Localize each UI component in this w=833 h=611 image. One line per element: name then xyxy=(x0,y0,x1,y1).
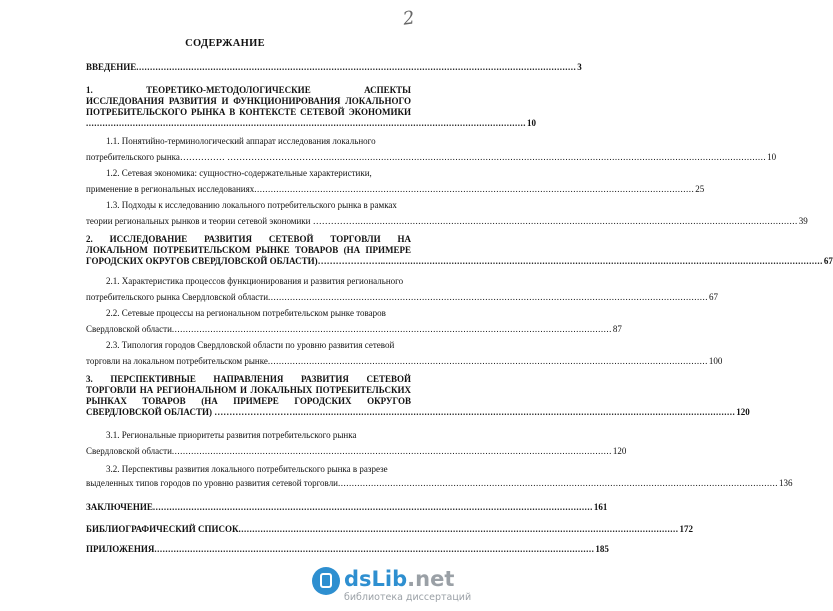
toc-section-line: 2.1. Характеристика процессов функционирования и развития регионального xyxy=(106,276,404,286)
handwritten-page-number: 2 xyxy=(401,7,416,30)
toc-page: 67 xyxy=(823,256,833,266)
toc-page: 25 xyxy=(695,184,705,194)
toc-page: 10 xyxy=(767,152,777,162)
toc-label: ЗАКЛЮЧЕНИЕ xyxy=(86,502,153,512)
toc-chapter-line: ПОТРЕБИТЕЛЬСКОГО РЫНКА В КОНТЕКСТЕ СЕТЕВОЙ ЭКОНОМИКИ xyxy=(86,107,411,117)
watermark-subtitle: библиотека диссертаций xyxy=(344,592,472,603)
page-title: СОДЕРЖАНИЕ xyxy=(185,38,265,49)
toc-chapter-line: 1. ТЕОРЕТИКО-МЕТОДОЛОГИЧЕСКИЕ АСПЕКТЫ xyxy=(86,85,411,95)
toc-section-leader xyxy=(86,216,808,226)
toc-label: потребительского рынка Свердловской области xyxy=(86,292,269,302)
toc-page: 120 xyxy=(612,446,627,456)
leader-dots xyxy=(136,62,576,72)
toc-section-line: 1.1. Понятийно-терминологический аппарат исследования локального xyxy=(106,136,376,146)
toc-chapter-line: ИССЛЕДОВАНИЯ РАЗВИТИЯ И ФУНКЦИОНИРОВАНИЯ ЛОКАЛЬНОГО xyxy=(86,96,411,106)
toc-page: 136 xyxy=(779,478,793,488)
leader-dots xyxy=(86,118,526,128)
toc-chapter-line: ТОРГОВЛИ НА РЕГИОНАЛЬНОМ И ЛОКАЛЬНЫХ ПОТРЕБИТЕЛЬСКИХ xyxy=(86,385,411,395)
logo-tld: .net xyxy=(407,567,455,591)
toc-page: 87 xyxy=(612,324,622,334)
toc-page: 172 xyxy=(679,524,694,534)
toc-label: ПРИЛОЖЕНИЯ xyxy=(86,544,155,554)
toc-label: потребительского рынка…………… …………………………… xyxy=(86,152,327,162)
dslib-watermark[interactable] xyxy=(312,567,472,603)
toc-label: применение в региональных исследованиях xyxy=(86,184,255,194)
toc-section-leader xyxy=(86,184,705,194)
toc-page: 39 xyxy=(798,216,808,226)
toc-page: 161 xyxy=(593,502,608,512)
toc-label: ВВЕДЕНИЕ xyxy=(86,62,137,72)
toc-section-leader xyxy=(86,446,627,456)
leader-dots xyxy=(326,152,766,162)
toc-label: Свердловской области xyxy=(86,446,172,456)
leader-dots xyxy=(268,356,708,366)
toc-section-leader xyxy=(86,152,777,162)
leader-dots xyxy=(154,544,594,554)
toc-entry-appendix[interactable] xyxy=(86,544,609,554)
toc-section-line: 2.2. Сетевые процессы на региональном потребительском рынке товаров xyxy=(106,308,386,318)
toc-page: 3 xyxy=(577,62,582,72)
leader-dots xyxy=(338,478,778,488)
toc-label: теории региональных рынков и теории сетевой экономики …………… xyxy=(86,216,358,226)
toc-entry-bibliography[interactable] xyxy=(86,524,694,534)
toc-entry-conclusion[interactable] xyxy=(86,502,608,512)
leader-dots xyxy=(239,524,679,534)
toc-label: выделенных типов городов по уровню развития сетевой торговли xyxy=(86,478,338,488)
toc-label: ГОРОДСКИХ ОКРУГОВ СВЕРДЛОВСКОЙ ОБЛАСТИ)…………………. xyxy=(86,256,383,266)
toc-chapter-leader xyxy=(86,407,750,417)
leader-dots xyxy=(172,446,612,456)
toc-chapter-leader xyxy=(86,118,536,128)
toc-section-leader xyxy=(86,292,719,302)
toc-section-line: 2.3. Типология городов Свердловской области по уровню развития сетевой xyxy=(106,340,395,350)
toc-section-leader xyxy=(86,356,723,366)
toc-page: 10 xyxy=(527,118,536,128)
toc-section-line: 3.2. Перспективы развития локального потребительского рынка в разрезе xyxy=(106,464,388,474)
toc-label: БИБЛИОГРАФИЧЕСКИЙ СПИСОК xyxy=(86,524,239,534)
toc-chapter-line: 3. ПЕРСПЕКТИВНЫЕ НАПРАВЛЕНИЯ РАЗВИТИЯ СЕТЕВОЙ xyxy=(86,374,411,384)
leader-dots xyxy=(172,324,612,334)
document-icon xyxy=(312,567,340,595)
toc-label: Свердловской области xyxy=(86,324,172,334)
leader-dots xyxy=(268,292,708,302)
leader-dots xyxy=(153,502,593,512)
toc-section-line: 1.3. Подходы к исследованию локального потребительского рынка в рамках xyxy=(106,200,397,210)
toc-chapter-line: ЛОКАЛЬНОМ ПОТРЕБИТЕЛЬСКОМ РЫНКЕ ТОВАРОВ (НА ПРИМЕРЕ xyxy=(86,245,411,255)
toc-entry-intro[interactable] xyxy=(86,62,582,72)
toc-label: СВЕРДЛОВСКОЙ ОБЛАСТИ) ……………………… xyxy=(86,407,296,417)
toc-page: 120 xyxy=(736,407,750,417)
leader-dots xyxy=(358,216,798,226)
toc-chapter-leader xyxy=(86,256,833,266)
toc-page: 100 xyxy=(708,356,723,366)
leader-dots xyxy=(254,184,694,194)
toc-section-leader xyxy=(86,324,622,334)
watermark-logo xyxy=(344,567,454,591)
toc-section-leader xyxy=(86,478,793,488)
toc-section-line: 1.2. Сетевая экономика: сущностно-содержательные характеристики, xyxy=(106,168,372,178)
leader-dots xyxy=(295,407,735,417)
logo-main: dsLib xyxy=(344,567,408,591)
toc-chapter-line: РЫНКАХ ТОВАРОВ (НА ПРИМЕРЕ ГОРОДСКИХ ОКРУГОВ xyxy=(86,396,411,406)
toc-page: 67 xyxy=(709,292,719,302)
leader-dots xyxy=(383,256,823,266)
toc-page: 185 xyxy=(595,544,609,554)
toc-chapter-line: 2. ИССЛЕДОВАНИЕ РАЗВИТИЯ СЕТЕВОЙ ТОРГОВЛИ НА xyxy=(86,234,411,244)
toc-section-line: 3.1. Региональные приоритеты развития потребительского рынка xyxy=(106,430,357,440)
toc-label: торговли на локальном потребительском рынке xyxy=(86,356,268,366)
